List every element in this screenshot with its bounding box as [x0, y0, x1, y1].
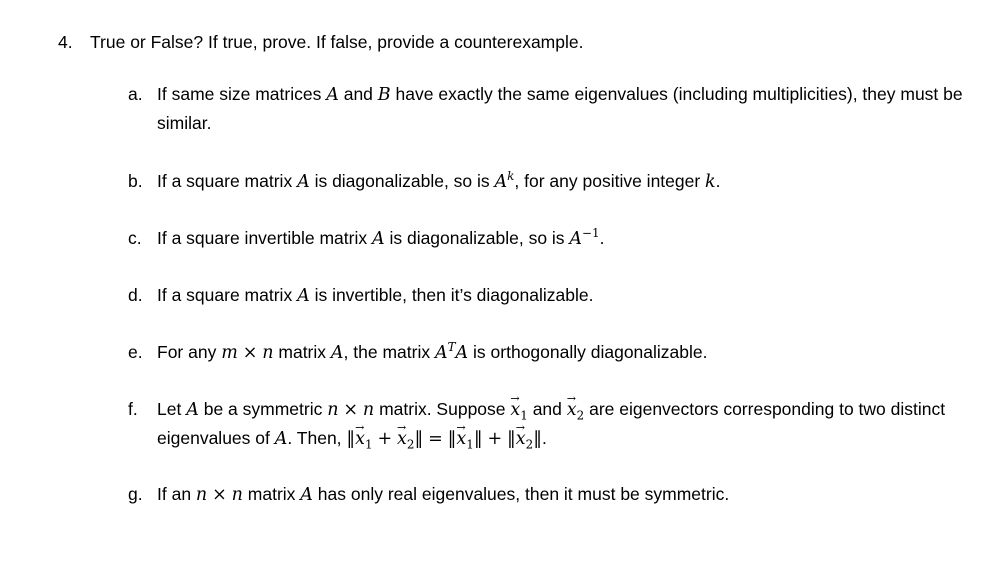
item-text: Let A be a symmetric n × n matrix. Suppose → $x_1$ and → $x_2$ are eigenvectors corresponding to two distinct eigenvalues of A. Then, ‖→ $x_1$ + → $x_2‖$ = ‖→ $x_1‖$ + ‖→ $x_2‖$. [157, 395, 988, 453]
item-letter: a. [128, 84, 143, 104]
item-text: If a square matrix A is diagonalizable, so is $A^k$, for any positive integer k. [157, 169, 721, 192]
item-a [128, 80, 988, 137]
item-letter: b. [128, 171, 143, 191]
item-letter: c. [128, 228, 142, 248]
question-block [58, 30, 988, 54]
item-f [128, 395, 988, 453]
item-text: If a square matrix A is invertible, then it’s diagonalizable. [157, 285, 594, 306]
question-prompt: True or False? If true, prove. If false, provide a counterexample. [90, 32, 584, 52]
item-letter: g. [128, 484, 143, 504]
item-e [128, 338, 988, 367]
item-letter: e. [128, 342, 143, 362]
item-b [128, 167, 988, 196]
question-header [58, 30, 988, 54]
item-letter: d. [128, 285, 143, 305]
item-text: If same size matrices A and B have exactly the same eigenvalues (including multiplicities), they must be similar. [157, 84, 963, 133]
question-number: 4. [58, 32, 73, 52]
item-text: If an n × n matrix A has only real eigenvalues, then it must be symmetric. [157, 484, 730, 505]
item-text: If a square invertible matrix A is diagonalizable, so is $A^{-1}$. [157, 226, 605, 249]
item-text: For any m × n matrix A, the matrix $A^TA$ is orthogonally diagonalizable. [157, 340, 708, 363]
item-c [128, 224, 988, 253]
item-d [128, 281, 988, 310]
item-letter: f. [128, 399, 138, 419]
item-g [128, 480, 988, 509]
